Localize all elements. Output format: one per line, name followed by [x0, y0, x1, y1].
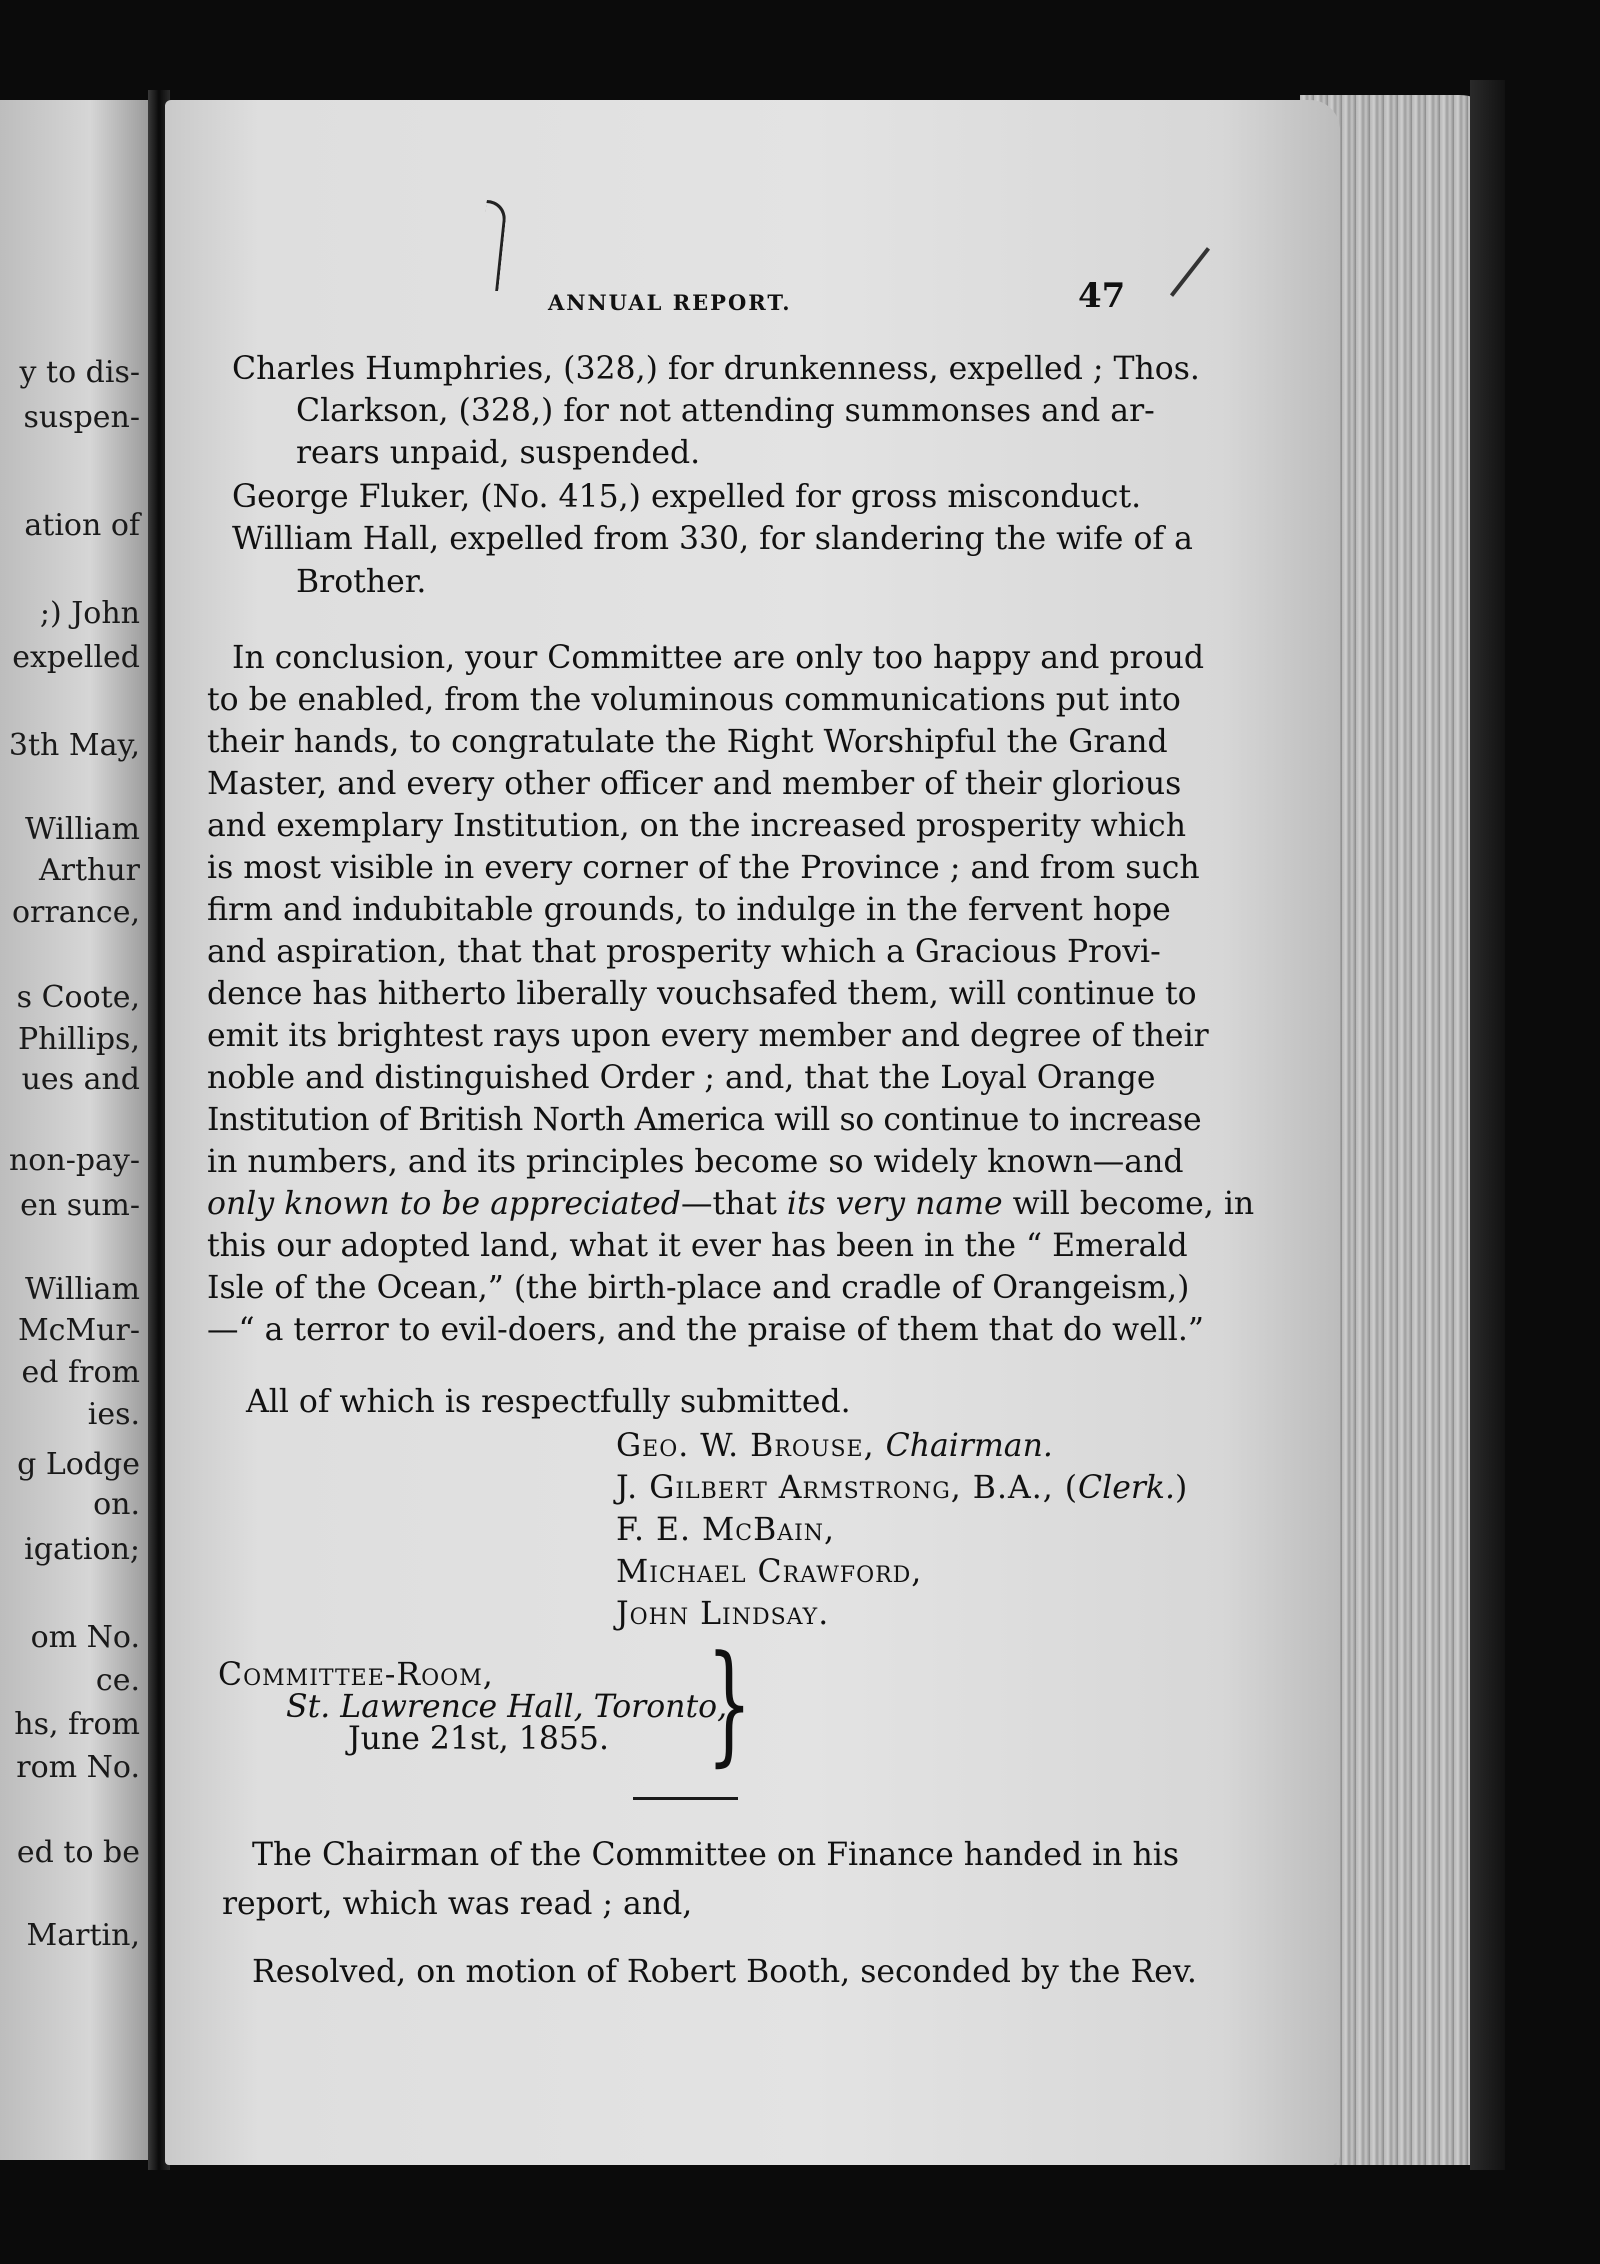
left-page-fragment: Arthur	[38, 853, 140, 888]
paragraph-line: dence has hitherto liberally vouchsafed them, will continue to	[207, 976, 1197, 1012]
expulsion-line: William Hall, expelled from 330, for slandering the wife of a	[232, 521, 1193, 557]
date-line: June 21st, 1855.	[348, 1721, 609, 1757]
paragraph-line: —“ a terror to evil-doers, and the praise of them that do well.”	[207, 1312, 1205, 1348]
paragraph-line: The Chairman of the Committee on Finance handed in his	[252, 1837, 1180, 1873]
location-line: Committee-Room,	[218, 1657, 494, 1693]
expulsion-line: Clarkson, (328,) for not attending summonses and ar-	[296, 393, 1155, 429]
page-number: 47	[1078, 276, 1126, 316]
resolution-text: on motion of Robert Booth, seconded by the Rev.	[406, 1954, 1197, 1990]
left-page-fragment: igation;	[24, 1532, 140, 1567]
paragraph-line: to be enabled, from the voluminous communications put into	[207, 682, 1181, 718]
expulsion-line: George Fluker, (No. 415,) expelled for gross misconduct.	[232, 479, 1142, 515]
curly-brace-glyph: }	[706, 1627, 753, 1779]
signatory: Michael Crawford,	[616, 1554, 923, 1590]
left-page-fragment: g Lodge	[17, 1447, 140, 1482]
left-page-fragment: hs, from	[14, 1707, 140, 1742]
signatory: F. E. McBain,	[616, 1512, 836, 1548]
left-page-fragment: ation of	[24, 508, 140, 543]
left-page-fragment: ies.	[87, 1397, 140, 1432]
signatory: John Lindsay.	[616, 1596, 830, 1632]
left-page-fragment: suspen-	[23, 400, 140, 435]
left-page	[0, 100, 150, 2160]
left-page-fragment: s Coote,	[16, 980, 140, 1015]
signatory	[616, 1425, 1053, 1467]
signatory-role: Chairman.	[885, 1428, 1053, 1464]
expulsion-line: rears unpaid, suspended.	[296, 435, 701, 471]
left-page-fragment: ed from	[21, 1355, 140, 1390]
left-page-fragment: orrance,	[11, 895, 140, 930]
submission-line: All of which is respectfully submitted.	[246, 1384, 851, 1420]
left-page-fragment: Martin,	[26, 1918, 140, 1953]
left-page-fragment: ues and	[21, 1062, 140, 1097]
paragraph-line: in numbers, and its principles become so widely known—and	[207, 1144, 1184, 1180]
expulsion-line: Brother.	[296, 564, 427, 600]
paragraph-line: noble and distinguished Order ; and, that the Loyal Orange	[207, 1060, 1156, 1096]
resolution-line	[252, 1951, 1197, 1993]
paragraph-line: and aspiration, that that prosperity which a Gracious Provi-	[207, 934, 1161, 970]
resolved-word: Resolved,	[252, 1954, 407, 1990]
left-page-fragment: ;) John	[39, 596, 140, 631]
emphasis-text: only known to be appreciated	[207, 1186, 681, 1222]
paragraph-line: is most visible in every corner of the Province ; and from such	[207, 850, 1200, 886]
left-page-fragment: om No.	[30, 1620, 140, 1655]
left-page-fragment: William	[24, 1272, 140, 1307]
paragraph-line: emit its brightest rays upon every member and degree of their	[207, 1018, 1209, 1054]
paragraph-line: Institution of British North America will so continue to increase	[207, 1102, 1202, 1138]
paragraph-line: this our adopted land, what it ever has been in the “ Emerald	[207, 1228, 1188, 1264]
paragraph-line-emphasis	[207, 1183, 1255, 1225]
signatory-role: Clerk.	[1078, 1470, 1176, 1506]
line-text: will become, in	[1002, 1186, 1255, 1222]
left-page-fragment: expelled	[12, 640, 140, 675]
line-text: —that	[680, 1186, 787, 1222]
signatory-name: Geo. W. Brouse,	[616, 1428, 875, 1464]
left-page-fragment: y to dis-	[19, 355, 140, 390]
paragraph-line: In conclusion, your Committee are only too happy and proud	[232, 640, 1205, 676]
expulsion-line: Charles Humphries, (328,) for drunkenness, expelled ; Thos.	[232, 351, 1200, 387]
emphasis-text: its very name	[786, 1186, 1003, 1222]
left-page-fragment: rom No.	[16, 1750, 140, 1785]
left-page-fragment: en sum-	[20, 1188, 140, 1223]
paragraph-line: firm and indubitable grounds, to indulge in the fervent hope	[207, 892, 1171, 928]
paragraph-line: Master, and every other officer and member of their glorious	[207, 766, 1182, 802]
running-header: ANNUAL REPORT.	[548, 290, 792, 315]
section-divider	[633, 1797, 738, 1800]
paragraph-line: Isle of the Ocean,” (the birth-place and cradle of Orangeism,)	[207, 1270, 1190, 1306]
signatory-close: )	[1175, 1470, 1189, 1506]
paragraph-line: their hands, to congratulate the Right Worshipful the Grand	[207, 724, 1168, 760]
left-page-fragment: on.	[93, 1487, 140, 1522]
left-page-fragment: 3th May,	[8, 728, 140, 763]
paragraph-line: and exemplary Institution, on the increased prosperity which	[207, 808, 1186, 844]
signatory-name: J. Gilbert Armstrong, B.A., (	[616, 1470, 1079, 1506]
left-page-fragment: William	[24, 812, 140, 847]
signatory	[616, 1467, 1188, 1509]
location-line: St. Lawrence Hall, Toronto,	[286, 1689, 728, 1725]
left-page-fragment: McMur-	[17, 1313, 140, 1348]
left-page-fragment: Phillips,	[17, 1022, 140, 1057]
left-page-fragment: non-pay-	[8, 1143, 140, 1178]
paragraph-line: report, which was read ; and,	[222, 1886, 693, 1922]
book-cover-edge	[1470, 80, 1505, 2170]
left-page-fragment: ce.	[95, 1663, 140, 1698]
left-page-fragment: ed to be	[16, 1835, 140, 1870]
